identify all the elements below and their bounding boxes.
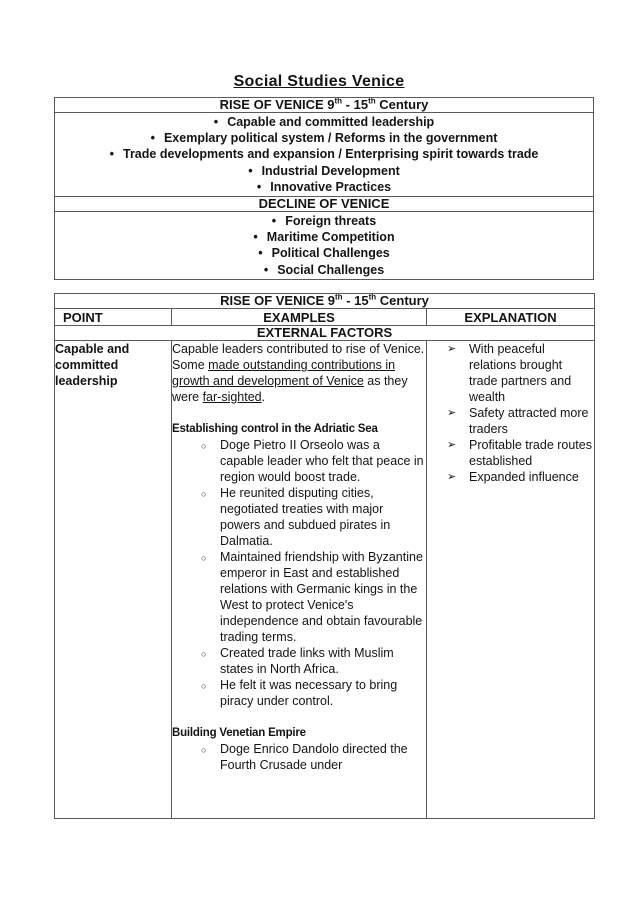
column-header-examples: EXAMPLES (172, 309, 427, 326)
section-header-external-factors: EXTERNAL FACTORS (55, 326, 595, 341)
rise-header-text: RISE OF VENICE 9 (220, 293, 336, 308)
rise-point-item: • Exemplary political system / Reforms in the government (55, 130, 593, 146)
rise-point-item: • Capable and committed leadership (55, 114, 593, 130)
rise-points-list (55, 114, 593, 195)
rise-point-item: • Industrial Development (55, 163, 593, 179)
rise-header-sup: th (368, 293, 377, 302)
detail-table-title (55, 294, 595, 309)
examples-subheading-empire: Building Venetian Empire (172, 727, 306, 739)
decline-points-list (55, 213, 593, 278)
summary-rise-points-cell (55, 113, 594, 197)
explanation-arrow-list (427, 341, 594, 485)
intro-underlined-text: far-sighted (202, 390, 262, 404)
explanation-arrow-item: ➢ Safety attracted more traders (469, 405, 594, 437)
empire-bullet-item: ○ Doge Enrico Dandolo directed the Fourth Crusade under (220, 741, 426, 773)
intro-text: Capable leaders contributed to rise of Venice. Some (172, 342, 425, 372)
adriatic-bullet-item: ○ Created trade links with Muslim states in North Africa. (220, 645, 426, 677)
rise-header-text: Century (375, 97, 429, 112)
detail-table (54, 293, 595, 819)
decline-point-item: • Maritime Competition (55, 229, 593, 245)
point-cell: Capable and committed leadership (55, 341, 172, 819)
examples-intro-paragraph (172, 341, 426, 405)
explanation-arrow-item: ➢ Expanded influence (469, 469, 594, 485)
document-title (0, 73, 638, 91)
summary-decline-points-cell (55, 212, 594, 280)
decline-point-item: • Foreign threats (55, 213, 593, 229)
adriatic-bullet-item: ○ Doge Pietro II Orseolo was a capable leader who felt that peace in region would boost trade. (220, 437, 426, 485)
intro-underlined-text: made outstanding contributions in growth and development of Venice (172, 358, 396, 388)
examples-cell (172, 341, 427, 819)
adriatic-bullet-item: ○ He reunited disputing cities, negotiated treaties with major powers and subdued pirates in Dalmatia. (220, 485, 426, 549)
rise-point-item: • Innovative Practices (55, 179, 593, 195)
decline-point-item: • Social Challenges (55, 262, 593, 278)
empire-bullet-list (172, 741, 426, 773)
summary-decline-header: DECLINE OF VENICE (55, 197, 594, 212)
adriatic-bullet-item: ○ Maintained friendship with Byzantine emperor in East and established relations with Germanic kings in the West to protect Venice's independence and obtain favourable trading terms. (220, 549, 426, 645)
summary-table (54, 97, 594, 280)
rise-header-sup: th (334, 97, 343, 106)
explanation-cell (427, 341, 595, 819)
document-title-text: Social Studies Venice (233, 73, 405, 90)
rise-header-text: - 15 (342, 97, 369, 112)
adriatic-bullet-item: ○ He felt it was necessary to bring piracy under control. (220, 677, 426, 709)
rise-header-text: - 15 (342, 293, 369, 308)
adriatic-bullet-list (172, 437, 426, 709)
intro-text: as they were (172, 374, 408, 404)
rise-point-item: • Trade developments and expansion / Enterprising spirit towards trade (55, 146, 593, 162)
rise-header-sup: th (335, 293, 343, 302)
examples-subheading-adriatic: Establishing control in the Adriatic Sea (172, 423, 378, 435)
explanation-arrow-item: ➢ With peaceful relations brought trade partners and wealth (469, 341, 594, 405)
column-header-point: POINT (55, 309, 172, 326)
rise-header-text: RISE OF VENICE 9 (219, 97, 335, 112)
intro-text: . (261, 390, 266, 404)
decline-point-item: • Political Challenges (55, 245, 593, 261)
rise-header-text: Century (376, 293, 429, 308)
rise-header-sup: th (368, 97, 376, 106)
explanation-arrow-item: ➢ Profitable trade routes established (469, 437, 594, 469)
summary-rise-header (55, 98, 594, 113)
column-header-explanation: EXPLANATION (427, 309, 595, 326)
